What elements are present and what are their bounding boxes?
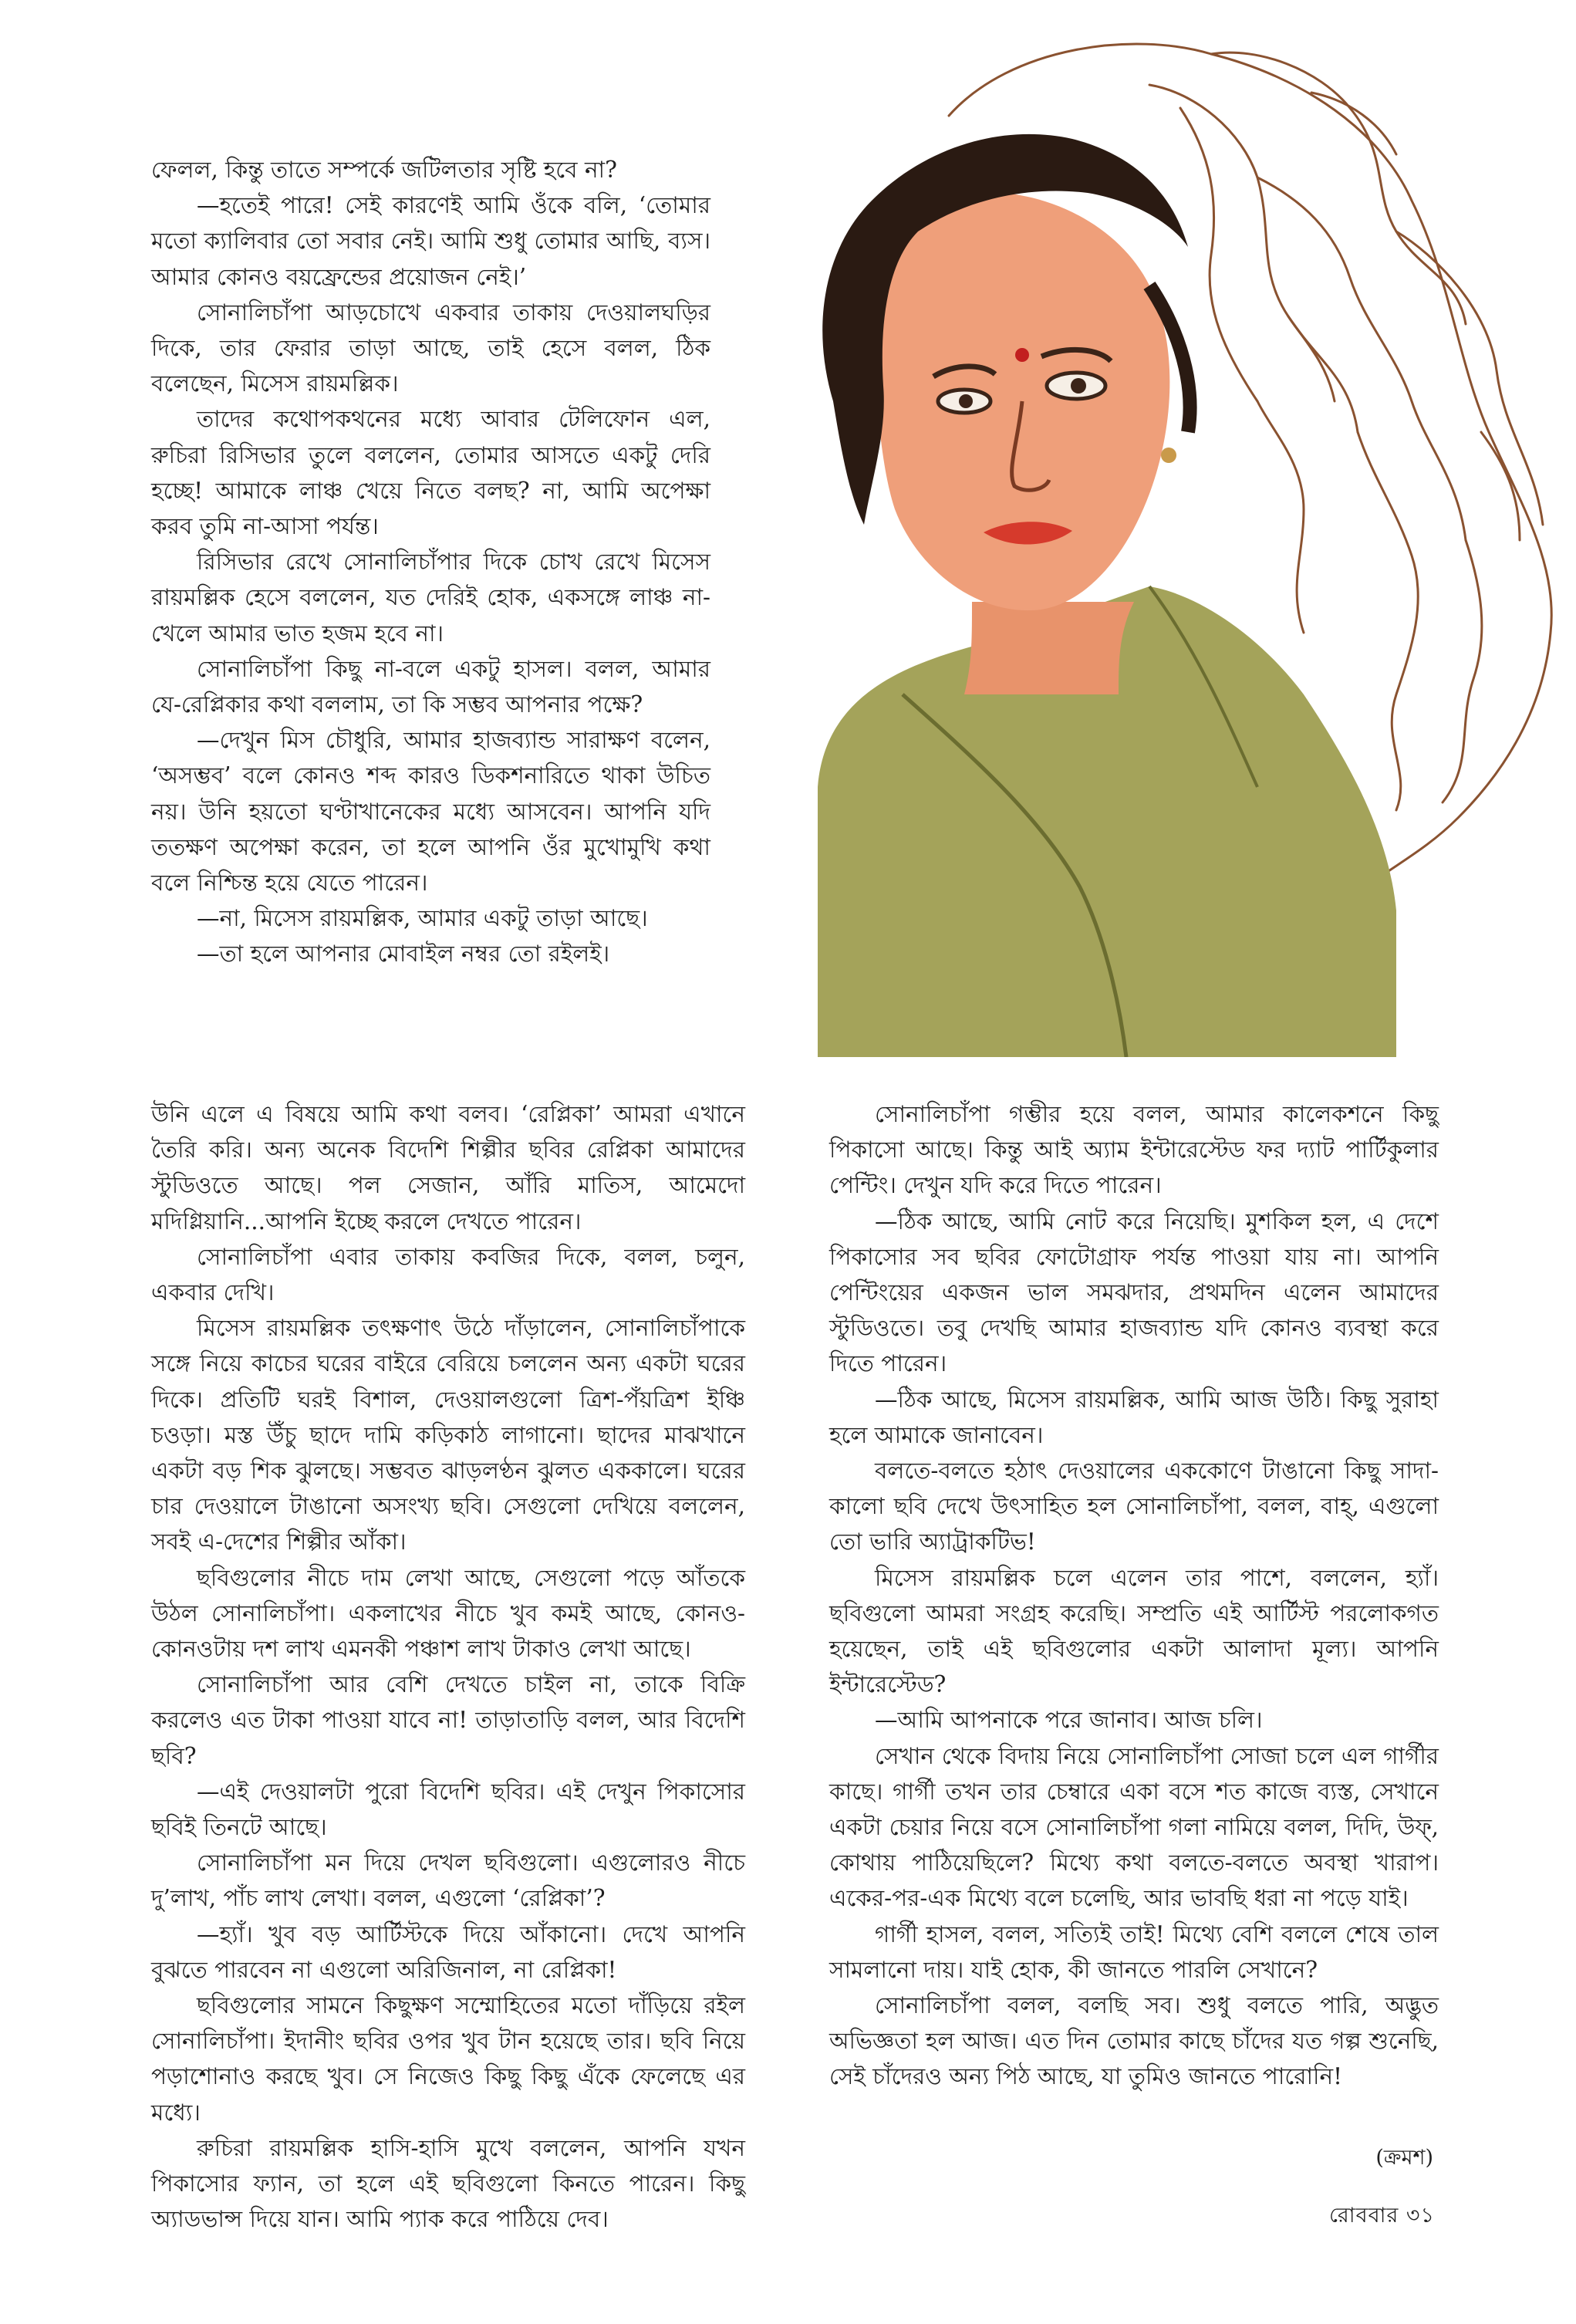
paragraph: —তা হলে আপনার মোবাইল নম্বর তো রইলই। — [197, 941, 610, 968]
paragraph: —দেখুন মিস চৌধুরি, আমার হাজব্যান্ড সারাক্ষণ বলেন, ‘অসম্ভব’ বলে কোনও শব্দ কারও ডিকশনারিতে থাকা উচিত নয়। উনি হয়তো ঘণ্টাখানেকের মধ্যে আসবেন। আপনি যদি ততক্ষণ অপেক্ষা করেন, তা হলে আপনি ওঁর মুখোমুখি কথা বলে নিশ্চিন্ত হয়ে যেতে পারেন। — [151, 727, 710, 897]
paragraph: উনি এলে এ বিষয়ে আমি কথা বলব। ‘রেপ্লিকা’ আমরা এখানে তৈরি করি। অন্য অনেক বিদেশি শিল্পীর ছবির রেপ্লিকা আমাদের স্টুডিওতে আছে। পল সেজান, আঁরি মাতিস, আমেদো মদিগ্লিয়ানি...আপনি ইচ্ছে করলে দেখতে পারেন। — [151, 1101, 745, 1235]
paragraph: সোনালিচাঁপা আড়চোখে একবার তাকায় দেওয়ালঘড়ির দিকে, তার ফেরার তাড়া আছে, তাই হেসে বলল, ঠিক বলেছেন, মিসেস রায়মল্লিক। — [151, 299, 710, 397]
text-column-left-bottom — [151, 1096, 745, 2238]
paragraph: সোনালিচাঁপা এবার তাকায় কবজির দিকে, বলল, চলুন, একবার দেখি। — [151, 1243, 745, 1306]
paragraph: —হ্যাঁ। খুব বড় আর্টিস্টকে দিয়ে আঁকানো। দেখে আপনি বুঝতে পারবেন না এগুলো অরিজিনাল, না রেপ্লিকা! — [151, 1920, 745, 1983]
text-column-left-top — [151, 152, 710, 972]
paragraph: —হতেই পারে! সেই কারণেই আমি ওঁকে বলি, ‘তোমার মতো ক্যালিবার তো সবার নেই। আমি শুধু তোমার আছি, ব্যস। আমার কোনও বয়ফ্রেন্ডের প্রয়োজন নেই।’ — [151, 192, 710, 290]
paragraph: সোনালিচাঁপা আর বেশি দেখতে চাইল না, তাকে বিক্রি করলেও এত টাকা পাওয়া যাবে না! তাড়াতাড়ি বলল, আর বিদেশি ছবি? — [151, 1671, 745, 1769]
paragraph: —ঠিক আছে, মিসেস রায়মল্লিক, আমি আজ উঠি। কিছু সুরাহা হলে আমাকে জানাবেন। — [829, 1386, 1439, 1448]
bindi — [1015, 348, 1029, 362]
face — [871, 192, 1170, 610]
paragraph: সোনালিচাঁপা কিছু না-বলে একটু হাসল। বলল, আমার যে-রেপ্লিকার কথা বললাম, তা কি সম্ভব আপনার পক্ষে? — [151, 655, 710, 718]
paragraph: সোনালিচাঁপা বলল, বলছি সব। শুধু বলতে পারি, অদ্ভুত অভিজ্ঞতা হল আজ। এত দিন তোমার কাছে চাঁদের যত গল্প শুনেছি, সেই চাঁদেরও অন্য পিঠ আছে, যা তুমিও জানতে পারোনি! — [829, 1992, 1439, 2090]
page-footer: রোববার ৩১ — [1328, 2204, 1435, 2228]
text-column-right — [829, 1096, 1439, 2095]
paragraph: ফেলল, কিন্তু তাতে সম্পর্কে জটিলতার সৃষ্টি হবে না? — [151, 157, 617, 183]
paragraph: ছবিগুলোর সামনে কিছুক্ষণ সম্মোহিতের মতো দাঁড়িয়ে রইল সোনালিচাঁপা। ইদানীং ছবির ওপর খুব টান হয়েছে তার। ছবি নিয়ে পড়াশোনাও করছে খুব। সে নিজেও কিছু কিছু এঁকে ফেলেছে এর মধ্যে। — [151, 1992, 745, 2126]
paragraph: সেখান থেকে বিদায় নিয়ে সোনালিচাঁপা সোজা চলে এল গার্গীর কাছে। গার্গী তখন তার চেম্বারে একা বসে শত কাজে ব্যস্ত, সেখানে একটা চেয়ার নিয়ে বসে সোনালিচাঁপা গলা নামিয়ে বলল, দিদি, উফ্‌, কোথায় পাঠিয়েছিলে? মিথ্যে কথা বলতে-বলতে অবস্থা খারাপ। একের-পর-এক মিথ্যে বলে চলেছি, আর ভাবছি ধরা না পড়ে যাই। — [829, 1742, 1439, 1912]
earring — [1161, 448, 1176, 463]
woman-portrait-illustration — [717, 0, 1576, 1057]
paragraph: বলতে-বলতে হঠাৎ দেওয়ালের এককোণে টাঙানো কিছু সাদা-কালো ছবি দেখে উৎসাহিত হল সোনালিচাঁপা, বলল, বাহ্‌, এগুলো তো ভারি অ্যাট্রাকটিভ! — [829, 1458, 1439, 1556]
paragraph: রুচিরা রায়মল্লিক হাসি-হাসি মুখে বললেন, আপনি যখন পিকাসোর ফ্যান, তা হলে এই ছবিগুলো কিনতে পারেন। কিছু অ্যাডভান্স দিয়ে যান। আমি প্যাক করে পাঠিয়ে দেব। — [151, 2134, 745, 2233]
paragraph: মিসেস রায়মল্লিক তৎক্ষণাৎ উঠে দাঁড়ালেন, সোনালিচাঁপাকে সঙ্গে নিয়ে কাচের ঘরের বাইরে বেরিয়ে চললেন অন্য একটা ঘরের দিকে। প্রতিটি ঘরই বিশাল, দেওয়ালগুলো ত্রিশ-পঁয়ত্রিশ ইঞ্চি চওড়া। মস্ত উঁচু ছাদে দামি কড়িকাঠ লাগানো। ছাদের মাঝখানে একটা বড় শিক ঝুলছে। সম্ভবত ঝাড়লণ্ঠন ঝুলত এককালে। ঘরের চার দেওয়ালে টাঙানো অসংখ্য ছবি। সেগুলো দেখিয়ে বললেন, সবই এ-দেশের শিল্পীর আঁকা। — [151, 1315, 745, 1556]
paragraph: মিসেস রায়মল্লিক চলে এলেন তার পাশে, বললেন, হ্যাঁ। ছবিগুলো আমরা সংগ্রহ করেছি। সম্প্রতি এই আর্টিস্ট পরলোকগত হয়েছেন, তাই এই ছবিগুলোর একটা আলাদা মূল্য। আপনি ইন্টারেস্টেড? — [829, 1564, 1439, 1698]
paragraph: সোনালিচাঁপা গম্ভীর হয়ে বলল, আমার কালেকশনে কিছু পিকাসো আছে। কিন্তু আই অ্যাম ইন্টারেস্টেড ফর দ্যাট পার্টিকুলার পেন্টিং। দেখুন যদি করে দিতে পারেন। — [829, 1101, 1439, 1199]
paragraph: ছবিগুলোর নীচে দাম লেখা আছে, সেগুলো পড়ে আঁতকে উঠল সোনালিচাঁপা। একলাখের নীচে খুব কমই আছে, কোনও-কোনওটায় দশ লাখ এমনকী পঞ্চাশ লাখ টাকাও লেখা আছে। — [151, 1564, 745, 1663]
paragraph: তাদের কথোপকথনের মধ্যে আবার টেলিফোন এল, রুচিরা রিসিভার তুলে বললেন, তোমার আসতে একটু দেরি হচ্ছে! আমাকে লাঞ্চ খেয়ে নিতে বলছ? না, আমি অপেক্ষা করব তুমি না-আসা পর্যন্ত। — [151, 406, 710, 540]
paragraph: —এই দেওয়ালটা পুরো বিদেশি ছবির। এই দেখুন পিকাসোর ছবিই তিনটে আছে। — [151, 1778, 745, 1841]
paragraph: রিসিভার রেখে সোনালিচাঁপার দিকে চোখ রেখে মিসেস রায়মল্লিক হেসে বললেন, যত দেরিই হোক, একসঙ্গে লাঞ্চ না-খেলে আমার ভাত হজম হবে না। — [151, 549, 710, 647]
paragraph: —আমি আপনাকে পরে জানাব। আজ চলি। — [875, 1707, 1263, 1734]
continued-marker: (ক্রমশ) — [1375, 2146, 1433, 2170]
neck — [964, 602, 1134, 694]
paragraph: সোনালিচাঁপা মন দিয়ে দেখল ছবিগুলো। এগুলোরও নীচে দু’লাখ, পাঁচ লাখ লেখা। বলল, এগুলো ‘রেপ্লিকা’? — [151, 1849, 745, 1912]
paragraph: —না, মিসেস রায়মল্লিক, আমার একটু তাড়া আছে। — [197, 905, 648, 932]
paragraph: —ঠিক আছে, আমি নোট করে নিয়েছি। মুশকিল হল, এ দেশে পিকাসোর সব ছবির ফোটোগ্রাফ পর্যন্ত পাওয়া যায় না। আপনি পেন্টিংয়ের একজন ভাল সমঝদার, প্রথমদিন এলেন আমাদের স্টুডিওতে। তবু দেখছি আমার হাজব্যান্ড যদি কোনও ব্যবস্থা করে দিতে পারেন। — [829, 1208, 1439, 1377]
paragraph: গার্গী হাসল, বলল, সত্যিই তাই! মিথ্যে বেশি বললে শেষে তাল সামলানো দায়। যাই হোক, কী জানতে পারলি সেখানে? — [829, 1920, 1439, 1983]
